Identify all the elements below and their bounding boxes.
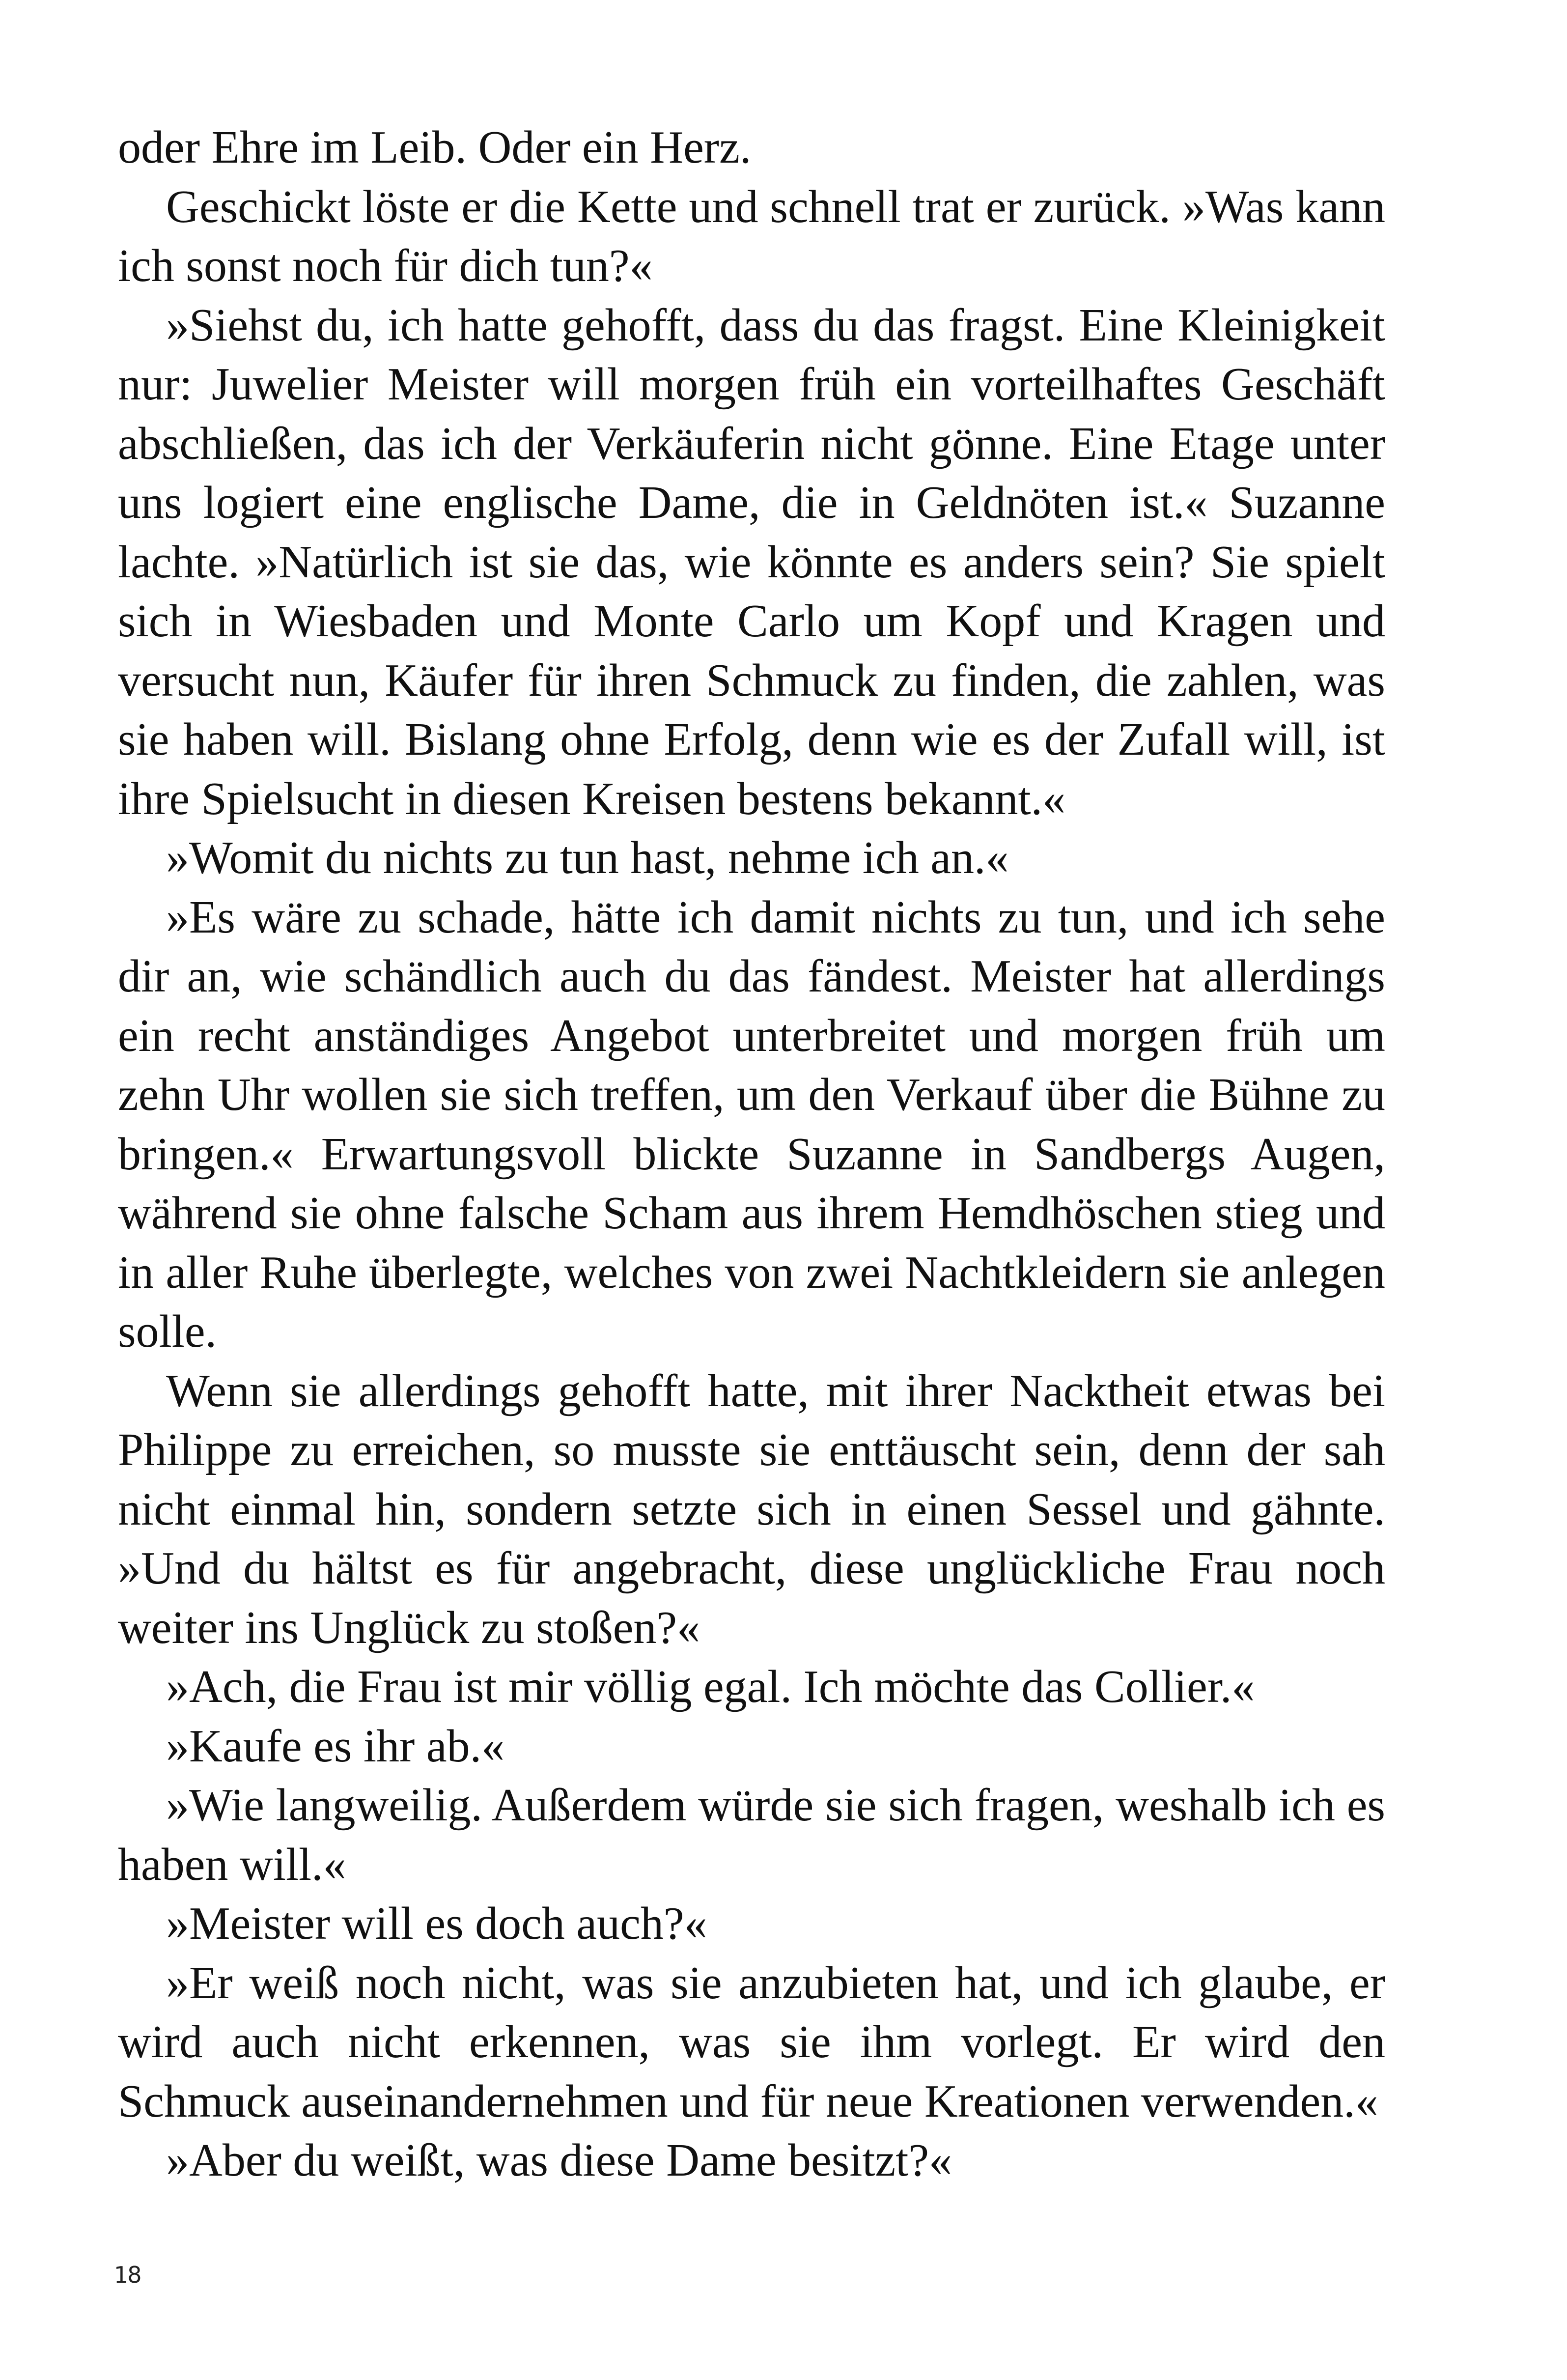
paragraph-12: »Aber du weißt, was diese Dame besitzt?« (166, 2135, 952, 2186)
paragraph-8: »Kaufe es ihr ab.« (166, 1720, 505, 1772)
paragraph-2: Geschickt löste er die Kette und schnell trat er zurück. »Was kann ich sonst noch für dich tun?« (118, 181, 1385, 291)
paragraph-1: oder Ehre im Leib. Oder ein Herz. (118, 122, 752, 173)
paragraph-10: »Meister will es doch auch?« (166, 1898, 707, 1949)
page-number: 18 (114, 2262, 141, 2288)
paragraph-11: »Er weiß noch nicht, was sie anzubieten hat, und ich glaube, er wird auch nicht erkennen, was sie ihm vorlegt. Er wird den Schmuck auseinandernehmen und für neue Kreationen verwenden.« (118, 1957, 1385, 2127)
paragraph-7: »Ach, die Frau ist mir völlig egal. Ich möchte das Collier.« (166, 1661, 1255, 1712)
paragraph-4: »Womit du nichts zu tun hast, nehme ich an.« (166, 832, 1009, 883)
paragraph-3: »Siehst du, ich hatte gehofft, dass du das fragst. Eine Kleinigkeit nur: Juwelier Meister will morgen früh ein vorteilhaftes Geschäft abschließen, das ich der Verkäuferin nicht gönne. Eine Etage unter uns logiert eine englische Dame, die in Geldnöten ist.« Suzanne lachte. »Natürlich ist sie das, wie könnte es anders sein? Sie spielt sich in Wiesbaden und Monte Carlo um Kopf und Kragen und versucht nun, Käufer für ihren Schmuck zu finden, die zahlen, was sie haben will. Bislang ohne Erfolg, denn wie es der Zufall will, ist ihre Spielsucht in diesen Kreisen bestens bekannt.« (118, 299, 1385, 824)
paragraph-9: »Wie langweilig. Außerdem würde sie sich fragen, weshalb ich es haben will.« (118, 1780, 1385, 1890)
paragraph-5: »Es wäre zu schade, hätte ich damit nichts zu tun, und ich sehe dir an, wie schändlich auch du das fändest. Meister hat allerdings ein recht anständiges Angebot unterbreitet und morgen früh um zehn Uhr wollen sie sich treffen, um den Verkauf über die Bühne zu bringen.« Erwartungsvoll blickte Suzanne in Sandbergs Augen, während sie ohne falsche Scham aus ihrem Hemdhöschen stieg und in aller Ruhe überlegte, welches von zwei Nachtkleidern sie anlegen solle. (118, 891, 1385, 1357)
body-text (118, 118, 1385, 2190)
paragraph-6: Wenn sie allerdings gehofft hatte, mit ihrer Nacktheit etwas bei Philippe zu erreichen, so musste sie enttäuscht sein, denn der sah nicht einmal hin, sondern setzte sich in einen Sessel und gähnte. »Und du hältst es für angebracht, diese unglückliche Frau noch weiter ins Unglück zu stoßen?« (118, 1365, 1385, 1653)
